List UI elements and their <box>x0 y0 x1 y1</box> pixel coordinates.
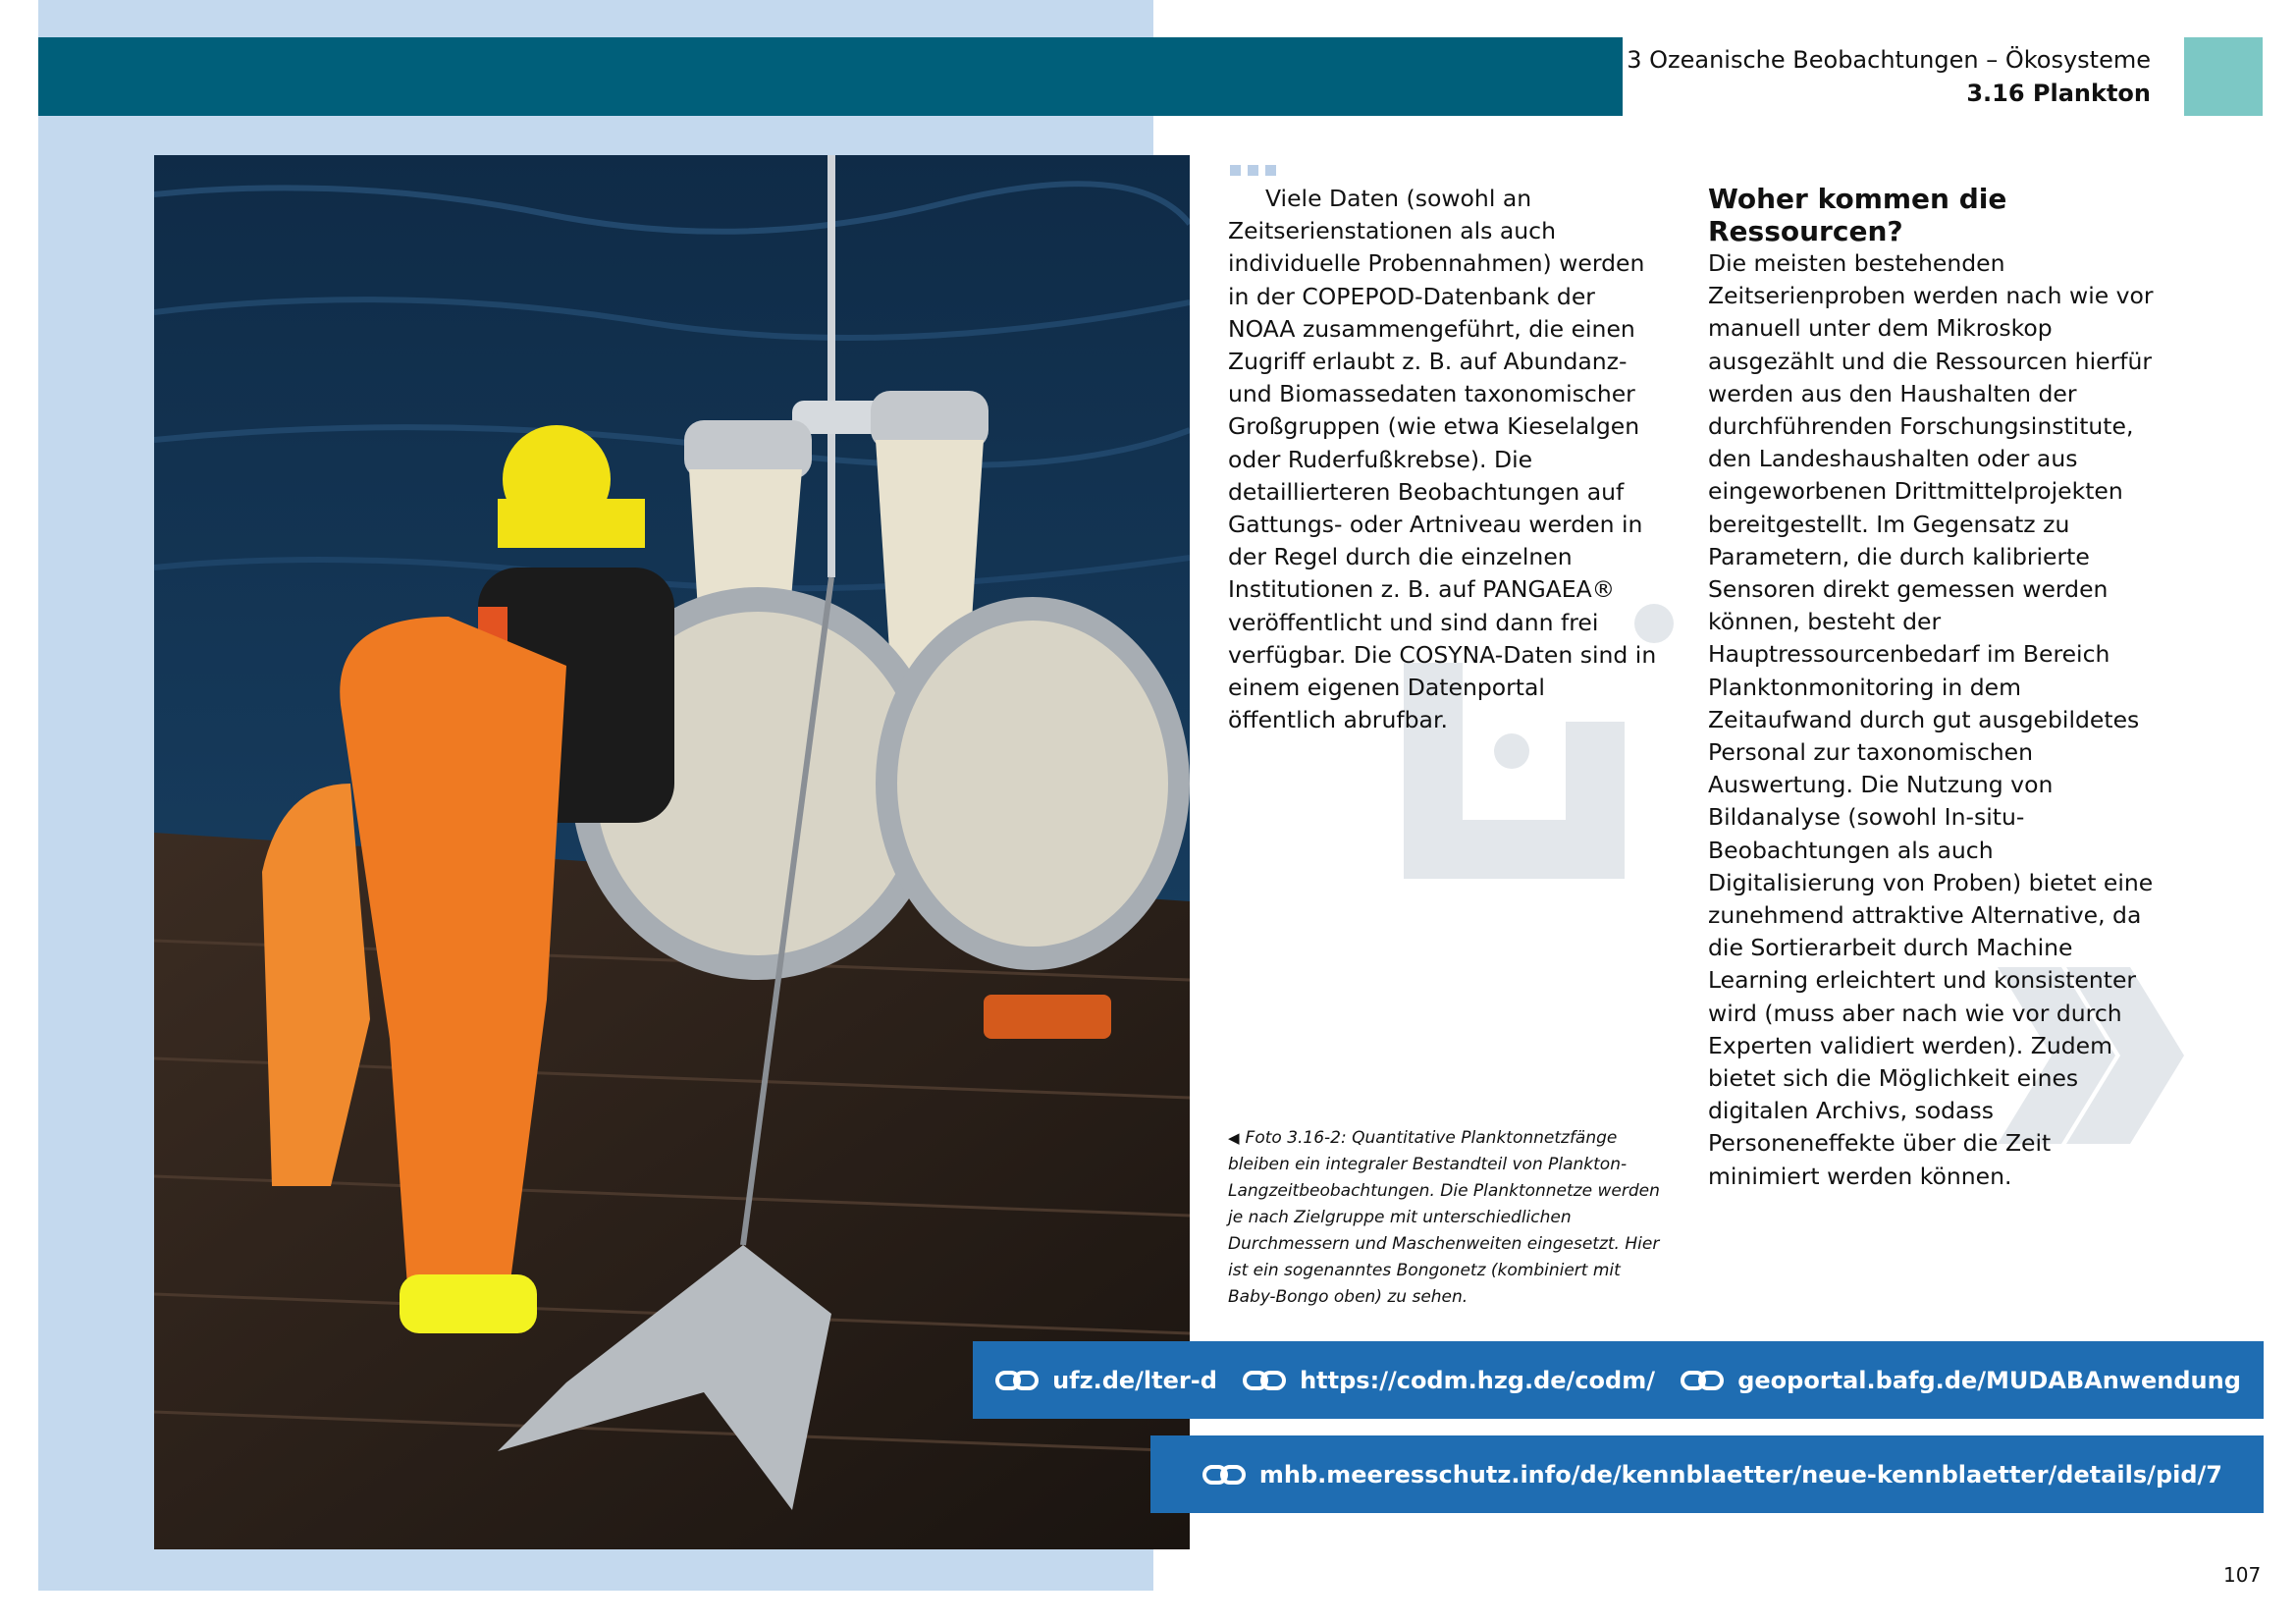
section-title: 3.16 Plankton <box>1966 80 2151 107</box>
chapter-title: 3 Ozeanische Beobachtungen – Ökosysteme <box>1627 46 2151 74</box>
link-label: ufz.de/lter-d <box>1052 1366 1217 1394</box>
link-label: mhb.meeresschutz.info/de/kennblaetter/neue-kennblaetter/details/pid/7 <box>1258 1460 2222 1489</box>
link-label: https://codm.hzg.de/codm/ <box>1300 1366 1655 1394</box>
body-column-right <box>1708 183 2160 1193</box>
quote-open-mark <box>1230 161 1289 171</box>
links-bar-bottom <box>1150 1435 2264 1513</box>
header-bar <box>38 37 1623 116</box>
chain-link-icon <box>995 1370 1039 1391</box>
chain-link-icon <box>1681 1370 1724 1391</box>
chain-link-icon <box>1243 1370 1286 1391</box>
section-heading: Woher kommen die Ressourcen? <box>1708 183 2007 247</box>
photo-illustration <box>154 155 1190 1549</box>
link-label: geoportal.bafg.de/MUDABAnwendung <box>1737 1366 2241 1394</box>
link-ufz[interactable] <box>995 1367 1217 1394</box>
link-codm[interactable] <box>1243 1367 1655 1394</box>
links-bar-top <box>973 1341 2264 1419</box>
body-paragraph: Die meisten bestehenden Zeitserienproben werden nach wie vor manuell unter dem Mikroskop ausgezählt und die Ressourcen hierfür werden aus den Haushalten der durchführenden Forschungsinstitute, den Landeshaushalten oder aus eingeworbenen Drittmittelprojekten bereitgestellt. Im Gegensatz zu Parametern, die durch kalibrierte Sensoren direkt gemessen werden können, besteht der Hauptressourcenbedarf im Bereich Planktonmonitoring in dem Zeitaufwand durch gut ausgebildetes Personal zur taxonomischen Auswertung. Die Nutzung von Bildanalyse (sowohl In-situ-Beobachtungen als auch Digitalisierung von Proben) bietet eine zunehmend attraktive Alternative, da die Sortierarbeit durch Machine Learning erleichtert und konsistenter wird (muss aber nach wie vor durch Experten validiert werden). Zudem bietet sich die Möglichkeit eines digitalen Archivs, sodass Personeneffekte über die Zeit minimiert werden können. <box>1708 249 2154 1190</box>
chain-link-icon <box>1202 1464 1246 1486</box>
link-meeresschutz[interactable] <box>1202 1461 2222 1489</box>
photo-plankton-nets <box>154 155 1190 1549</box>
caption-text: Quantitative Planktonnetzfänge bleiben ein integraler Bestandteil von Plankton-Langzeitbeobachtungen. Die Planktonnetze werden je nach Zielgruppe mit unterschiedlichen Durchmessern und Maschenweiten eingesetzt. Hier ist ein sogenanntes Bongonetz (kombiniert mit Baby-Bongo oben) zu sehen. <box>1228 1128 1660 1307</box>
caption-arrow-icon: ◀ <box>1228 1129 1240 1147</box>
body-column-left <box>1228 183 1660 736</box>
header-accent-square <box>2184 37 2263 116</box>
photo-caption <box>1228 1125 1670 1311</box>
body-paragraph: Viele Daten (sowohl an Zeitserienstationen als auch individuelle Probennahmen) werden in der COPEPOD-Datenbank der NOAA zusammengeführt, die einen Zugriff erlaubt z. B. auf Abundanz- und Biomassedaten taxonomischer Großgruppen (wie etwa Kieselalgen oder Ruderfußkrebse). Die detaillierteren Beobachtungen auf Gattungs- oder Artniveau werden in der Regel durch die einzelnen Institutionen z. B. auf PANGAEA® veröffentlicht und sind dann frei verfügbar. Die COSYNA-Daten sind in einem eigenen Datenportal öffentlich abrufbar. <box>1228 185 1657 734</box>
page-number: 107 <box>2223 1563 2262 1587</box>
caption-label: Foto 3.16-2: <box>1245 1128 1347 1148</box>
link-geoportal[interactable] <box>1681 1367 2241 1394</box>
running-header <box>1627 43 2151 110</box>
